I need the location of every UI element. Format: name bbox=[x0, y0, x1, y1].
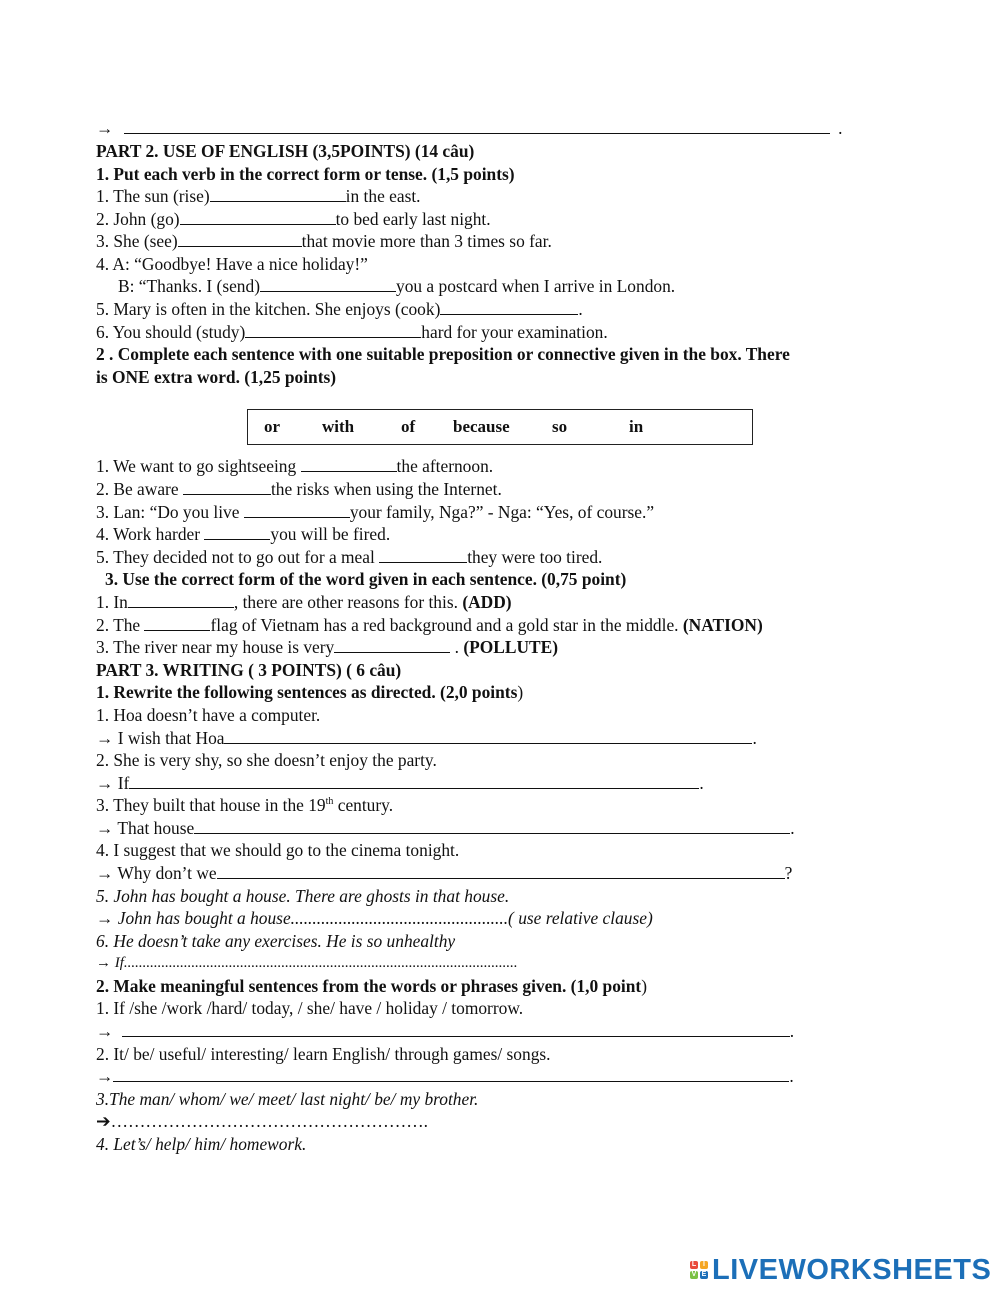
answer-blank[interactable] bbox=[217, 863, 785, 879]
answer-blank[interactable] bbox=[224, 728, 752, 744]
part2-s2-heading-line2: is ONE extra word. (1,25 points) bbox=[96, 367, 337, 387]
rewrite-answer-6[interactable]: → If......................................................................................................... bbox=[96, 955, 518, 971]
answer-blank[interactable] bbox=[244, 502, 350, 518]
answer-blank[interactable] bbox=[210, 186, 346, 202]
prep-item-3: 3. Lan: “Do you live your family, Nga?” - Nga: “Yes, of course.” bbox=[96, 502, 655, 522]
answer-blank[interactable] bbox=[183, 479, 271, 495]
rewrite-answer-5[interactable]: → John has bought a house..................................................( use relative clause) bbox=[96, 908, 653, 928]
verb-item-1: 1. The sun (rise) in the east. bbox=[96, 186, 421, 206]
verb-item-4b: B: “Thanks. I (send) you a postcard when I arrive in London. bbox=[118, 276, 676, 296]
answer-blank[interactable] bbox=[260, 276, 396, 292]
box-word: of bbox=[401, 417, 416, 436]
verb-item-5: 5. Mary is often in the kitchen. She enjoys (cook) . bbox=[96, 299, 583, 319]
answer-blank[interactable] bbox=[245, 322, 421, 338]
verb-item-3: 3. She (see) that movie more than 3 times so far. bbox=[96, 231, 552, 251]
answer-blank[interactable] bbox=[194, 818, 790, 834]
prep-item-4: 4. Work harder you will be fired. bbox=[96, 524, 391, 544]
logo-text: LIVEWORKSHEETS bbox=[712, 1253, 992, 1286]
answer-blank[interactable] bbox=[301, 456, 397, 472]
make-answer-1: → . bbox=[96, 1021, 795, 1041]
prep-item-1: 1. We want to go sightseeing the afternoon. bbox=[96, 456, 494, 476]
answer-blank[interactable] bbox=[113, 1066, 789, 1082]
answer-blank[interactable] bbox=[128, 592, 234, 608]
answer-blank[interactable] bbox=[440, 299, 578, 315]
make-item-1: 1. If /she /work /hard/ today, / she/ have / holiday / tomorrow. bbox=[96, 998, 524, 1018]
wordform-item-3: 3. The river near my house is very . (POLLUTE) bbox=[96, 637, 559, 657]
part2-s3-heading: 3. Use the correct form of the word given in each sentence. (0,75 point) bbox=[105, 569, 627, 589]
part3-title: PART 3. WRITING ( 3 POINTS) ( 6 câu) bbox=[96, 660, 402, 680]
rewrite-item-1: 1. Hoa doesn’t have a computer. bbox=[96, 705, 321, 725]
answer-blank[interactable] bbox=[129, 773, 699, 789]
box-word: with bbox=[322, 417, 355, 436]
make-item-3: 3.The man/ whom/ we/ meet/ last night/ be/ my brother. bbox=[96, 1089, 479, 1109]
box-word: because bbox=[453, 417, 510, 436]
answer-blank[interactable] bbox=[334, 637, 450, 653]
wordform-item-2: 2. The flag of Vietnam has a red background and a gold star in the middle. (NATION) bbox=[96, 615, 763, 635]
box-word: or bbox=[264, 417, 281, 436]
verb-item-4a: 4. A: “Goodbye! Have a nice holiday!” bbox=[96, 254, 368, 274]
answer-blank[interactable] bbox=[180, 209, 336, 225]
box-word: in bbox=[629, 417, 644, 436]
arrow-prefix: → bbox=[96, 118, 114, 138]
rewrite-answer-1: → I wish that Hoa . bbox=[96, 728, 757, 748]
line-end: . bbox=[838, 118, 843, 138]
part2-s2-heading-line1: 2 . Complete each sentence with one suitable preposition or connective given in the box. There bbox=[96, 344, 790, 364]
part2-title: PART 2. USE OF ENGLISH (3,5POINTS) (14 câu) bbox=[96, 141, 475, 161]
answer-blank[interactable] bbox=[124, 118, 830, 134]
prep-item-2: 2. Be aware the risks when using the Internet. bbox=[96, 479, 502, 499]
prep-item-5: 5. They decided not to go out for a meal they were too tired. bbox=[96, 547, 603, 567]
box-word: so bbox=[552, 417, 568, 436]
make-item-4: 4. Let’s/ help/ him/ homework. bbox=[96, 1134, 307, 1154]
wordform-item-1: 1. In , there are other reasons for this. (ADD) bbox=[96, 592, 512, 612]
rewrite-item-4: 4. I suggest that we should go to the cinema tonight. bbox=[96, 840, 460, 860]
word-box bbox=[247, 409, 753, 445]
rewrite-item-5: 5. John has bought a house. There are ghosts in that house. bbox=[96, 886, 510, 906]
rewrite-answer-4: → Why don’t we ? bbox=[96, 863, 793, 883]
verb-item-6: 6. You should (study) hard for your examination. bbox=[96, 322, 608, 342]
answer-blank[interactable] bbox=[204, 524, 270, 540]
logo-mark-icon: L I V E bbox=[691, 1261, 707, 1278]
answer-blank[interactable] bbox=[379, 547, 467, 563]
part3-s1-heading: 1. Rewrite the following sentences as directed. (2,0 points) bbox=[96, 682, 524, 702]
rewrite-answer-2: → If . bbox=[96, 773, 704, 793]
part3-s2-heading: 2. Make meaningful sentences from the words or phrases given. (1,0 point) bbox=[96, 976, 648, 996]
answer-blank[interactable] bbox=[178, 231, 302, 247]
rewrite-item-6: 6. He doesn’t take any exercises. He is so unhealthy bbox=[96, 931, 456, 951]
rewrite-item-2: 2. She is very shy, so she doesn’t enjoy the party. bbox=[96, 750, 437, 770]
answer-blank[interactable] bbox=[122, 1021, 790, 1037]
rewrite-answer-3: → That house . bbox=[96, 818, 795, 838]
make-item-2: 2. It/ be/ useful/ interesting/ learn English/ through games/ songs. bbox=[96, 1044, 551, 1064]
liveworksheets-logo[interactable] bbox=[690, 1254, 991, 1286]
rewrite-item-3: 3. They built that house in the 19th century. bbox=[96, 795, 394, 815]
answer-blank[interactable] bbox=[144, 615, 210, 631]
make-answer-3[interactable]: ➔………………………………………………. bbox=[96, 1111, 428, 1131]
answer-line-top bbox=[96, 117, 842, 139]
make-answer-2: → . bbox=[96, 1066, 794, 1086]
verb-item-2: 2. John (go) to bed early last night. bbox=[96, 209, 491, 229]
part2-s1-heading: 1. Put each verb in the correct form or tense. (1,5 points) bbox=[96, 164, 515, 184]
